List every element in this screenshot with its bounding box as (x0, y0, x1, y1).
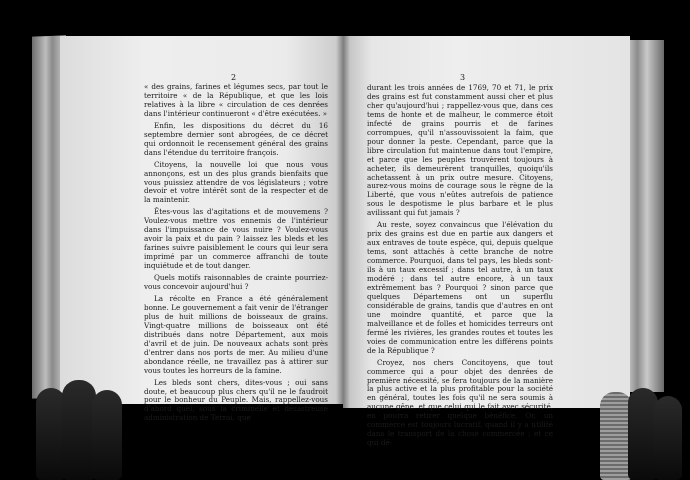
left-hand-finger (62, 380, 96, 480)
left-paragraph-1: « des grains, farines et légumes secs, par tout le territoire « de la République, et que les lois relatives à la libre « circulation de ces denrées dans l'intérieur continueront « d'être exécutées. » (144, 82, 328, 118)
left-paragraph-2: Enfin, les dispositions du décret du 16 septembre dernier sont abrogées, de ce décret qui ordonnoit le recensement général des grains dans l'étendue du territoire françois. (144, 120, 328, 157)
right-page (343, 36, 630, 448)
right-page-number: 3 (460, 73, 466, 82)
left-paragraph-3: Citoyens, la nouvelle loi que nous vous annonçons, est un des plus grands bienfaits que vous puissiez attendre de vos législateurs ; votre devoir et votre intérêt sont de la respecter et de la maintenir. (144, 159, 328, 205)
left-paragraph-4: Êtes-vous las d'agitations et de mouvemens ? Voulez-vous mettre vos ennemis de l'intérieur dans l'impuissance de vous nuire ? Voulez-vous avoir la paix et du pain ? laissez les bleds et les farines suivre paisiblement le cours qui leur sera imprimé par un commerce affranchi de toute inquiétude et de tout danger. (144, 207, 328, 271)
left-page-text (144, 83, 328, 426)
left-paragraph-6: La récolte en France a été généralement bonne. Le gouvernement a fait venir de l'étranger plus de huit millions de boisseaux de grains. Vingt-quatre millions de boisseaux ont été distribués dans notre Département, aux mois d'avril et de juin. De nouveaux achats sont près d'entrer dans nos ports de mer. Au milieu d'une abondance réelle, ne travaillez pas à attirer sur vous toutes les horreurs de la famine. (144, 293, 328, 375)
right-paragraph-2: Au reste, soyez convaincus que l'élévation du prix des grains est due en partie aux dangers et aux entraves de toute espèce, qui, depuis quelque tems, sont attachés à cette branche de notre commerce. Pourquoi, dans tel pays, les bleds sont-ils à un taux excessif ; dans tel autre, à un taux modéré ; dans tel autre encore, à un taux extrêmement bas ? Pourquoi ? sinon parce que quelques Départemens ont un superflu considérable de grains, tandis que d'autres en ont une moindre quantité, et parce que la malveillance et de folles et homicides terreurs ont fermé les rivières, les grandes routes et toutes les voies de communication entre les différens points de la République ? (367, 220, 553, 355)
left-paragraph-7: Les bleds sont chers, dites-vous ; oui sans doute, et beaucoup plus chers qu'il ne le faudroit pour le bonheur du Peuple. Mais, rappellez-vous d'abord quel, sous la criminelle et désastreuse administration de Terrai, que (144, 377, 328, 423)
left-page (60, 36, 343, 423)
book-right-edge (626, 40, 664, 392)
left-paragraph-5: Quels motifs raisonnables de crainte pourriez-vous concevoir aujourd'hui ? (144, 273, 328, 292)
right-paragraph-3: Croyez, nos chers Concitoyens, que tout commerce qui a pour objet des denrées de première nécessité, se fera toujours de la manière la plus active et la plus profitable pour la société en général, toutes les fois qu'il ne sera soumis à aucune gêne, et que celui qui le fait avec sécurité, en pourra retirer quelque bénéfice. Or, un commerce est toujours lucratif, quand il y a utilité dans le transport de la chose commercée ; et ce qui dé- (367, 357, 553, 448)
book-gutter (336, 36, 350, 408)
right-hand-finger (654, 396, 682, 480)
left-hand-finger (92, 390, 122, 480)
right-paragraph-1: durant les trois années de 1769, 70 et 71, le prix des grains est fut constamment aussi cher et plus cher qu'aujourd'hui ; rappellez-vous que, dans ces tems de honte et de malheur, le commerce étoit infecté de grains pourris et de farines corrompues, qu'il n'assouvissoient la faim, que pour donner la peste. Cependant, parce que la libre circulation fut maintenue dans tout l'empire, et parce que les peuples trouvèrent toujours à acheter, ils demeurèrent tranquilles, quoiqu'ils achetassent à un prix outre mesure. Citoyens, aurez-vous moins de courage sous le règne de la Liberté, que vous n'eûtes autrefois de patience sous le despotisme le plus barbare et le plus avilissant qui fut jamais ? (367, 83, 553, 218)
left-page-number: 2 (231, 73, 237, 82)
right-page-text (367, 84, 553, 451)
